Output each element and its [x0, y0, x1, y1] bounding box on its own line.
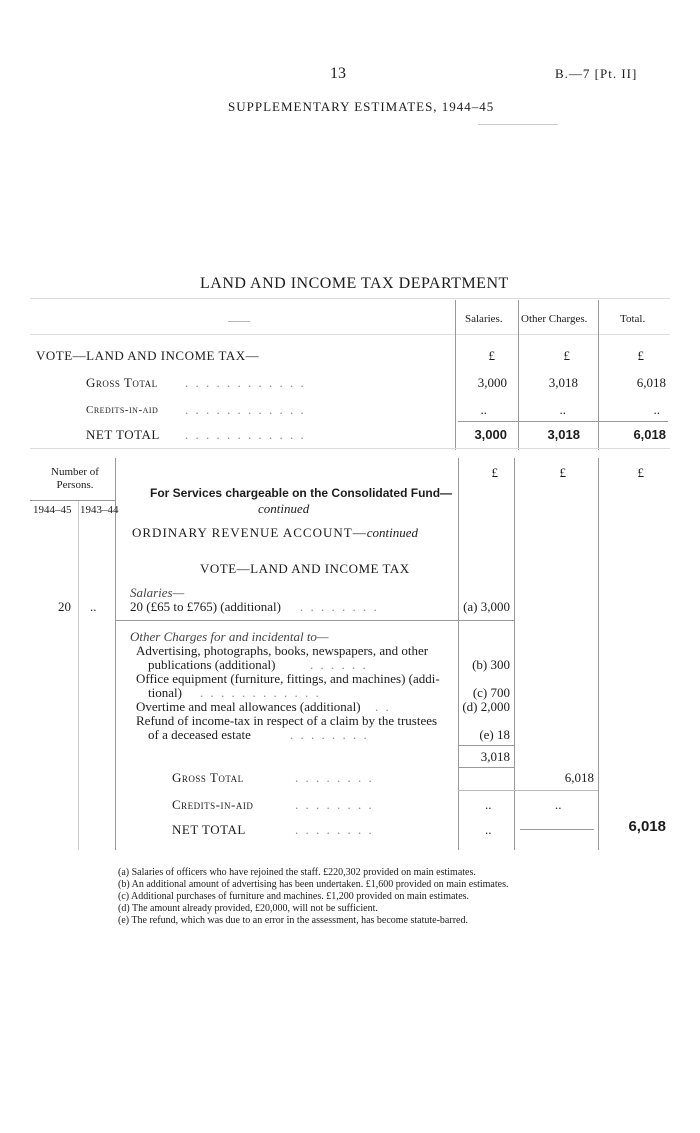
detail-col-line-1	[458, 458, 459, 850]
detail-persons-header: Number of Persons.	[51, 466, 99, 492]
detail-col-line-2	[514, 458, 515, 850]
detail-salary-amount: (a) 3,000	[463, 599, 510, 614]
detail-account-heading: ORDINARY REVENUE ACCOUNT—continued	[132, 525, 418, 540]
summary-net-other: 3,018	[547, 427, 580, 442]
detail-net-label: NET TOTAL	[172, 822, 246, 837]
summary-net-salaries: 3,000	[474, 427, 507, 442]
summary-col-salaries: Salaries.	[465, 313, 503, 325]
detail-net-value: 6,018	[628, 818, 666, 835]
detail-other-subtotal: 3,018	[480, 749, 510, 764]
summary-net-rule	[458, 421, 668, 422]
document-reference: B.—7 [Pt. II]	[555, 66, 638, 81]
summary-credits-salaries: ..	[480, 402, 487, 417]
footnote-a: (a) Salaries of officers who have rejoined the staff. £220,302 provided on main estimates.	[118, 867, 476, 878]
footnote-d: (d) The amount already provided, £20,000, will not be sufficient.	[118, 903, 378, 914]
detail-other-item-3-line-1: Overtime and meal allowances (additional)	[136, 699, 361, 714]
detail-other-item-4-line-2: of a deceased estate	[148, 727, 251, 742]
summary-credits-leader: . . . . . . . . . . . .	[185, 402, 306, 417]
detail-gross-value: 6,018	[564, 770, 594, 785]
detail-credits-other: ..	[555, 797, 562, 812]
detail-other-item-4-leader: . . . . . . . .	[290, 727, 369, 742]
detail-credits-leader: . . . . . . . .	[295, 797, 374, 812]
detail-net-dash	[520, 829, 594, 830]
summary-col-other-charges: Other Charges.	[521, 313, 588, 325]
detail-col-line-3	[598, 458, 599, 850]
department-heading: LAND AND INCOME TAX DEPARTMENT	[200, 275, 509, 292]
detail-credits-label: Credits-in-aid	[172, 797, 254, 812]
summary-currency-total: £	[637, 348, 644, 363]
detail-other-item-3-leader: . .	[375, 699, 391, 714]
detail-currency-total: £	[637, 465, 644, 480]
detail-subtotal-rule	[458, 745, 514, 746]
summary-gross-salaries: 3,000	[477, 375, 507, 390]
detail-services-heading: For Services chargeable on the Consolidated Fund—	[150, 486, 453, 500]
detail-gross-rule	[458, 790, 598, 791]
detail-year-current: 1944–45	[33, 504, 72, 516]
detail-year-previous: 1943–44	[80, 504, 119, 516]
detail-salary-persons-prev: ..	[90, 599, 97, 614]
detail-col-line-years	[78, 500, 79, 850]
detail-salaries-heading: Salaries—	[130, 585, 185, 600]
detail-other-item-3-amount: (d) 2,000	[462, 699, 510, 714]
detail-subtotal-rule-2	[458, 767, 514, 768]
detail-salary-leader: . . . . . . . .	[300, 599, 379, 614]
detail-net-leader: . . . . . . . .	[295, 822, 374, 837]
detail-credits-salaries: ..	[485, 797, 492, 812]
summary-header-rule	[30, 334, 670, 335]
summary-gross-label: Gross Total	[86, 375, 158, 390]
detail-salary-rule	[115, 620, 515, 621]
page-title: SUPPLEMENTARY ESTIMATES, 1944–45	[228, 99, 495, 114]
summary-credits-total: ..	[653, 402, 660, 417]
summary-currency-other: £	[563, 348, 570, 363]
detail-other-heading: Other Charges for and incidental to—	[130, 629, 329, 644]
summary-currency-salaries: £	[488, 348, 495, 363]
detail-net-other: ..	[485, 822, 492, 837]
summary-net-label: NET TOTAL	[86, 427, 160, 442]
header-rule	[478, 124, 558, 125]
detail-currency-salaries: £	[491, 465, 498, 480]
footnote-e: (e) The refund, which was due to an error in the assessment, has become statute-barred.	[118, 915, 468, 926]
detail-other-item-2-line-1: Office equipment (furniture, fittings, and machines) (addi-	[136, 671, 440, 686]
summary-net-leader: . . . . . . . . . . . .	[185, 427, 306, 442]
summary-gross-other: 3,018	[548, 375, 578, 390]
detail-other-item-1-line-2: publications (additional)	[148, 657, 276, 672]
detail-other-item-1-leader: . . . . . .	[310, 657, 368, 672]
detail-vote-heading: VOTE—LAND AND INCOME TAX	[200, 561, 410, 576]
detail-salary-item: 20 (£65 to £765) (additional)	[130, 599, 281, 614]
page-number: 13	[330, 65, 346, 82]
summary-top-rule	[30, 298, 670, 299]
detail-services-continued: continued	[258, 501, 310, 516]
summary-credits-other: ..	[559, 402, 566, 417]
detail-other-item-1-line-1: Advertising, photographs, books, newspapers, and other	[136, 643, 429, 658]
footnote-b: (b) An additional amount of advertising has been undertaken. £1,600 provided on main estimates.	[118, 879, 509, 890]
summary-bottom-rule	[30, 448, 670, 449]
detail-other-item-2-leader: . . . . . . . . . . . .	[200, 685, 321, 700]
detail-persons-rule	[30, 500, 115, 501]
summary-credits-label: Credits-in-aid	[86, 404, 159, 416]
footnote-c: (c) Additional purchases of furniture and machines. £1,200 provided on main estimates.	[118, 891, 470, 902]
detail-col-line-persons	[115, 458, 116, 850]
detail-other-item-2-amount: (c) 700	[472, 685, 510, 700]
summary-dash: ——	[228, 315, 250, 327]
detail-other-item-1-amount: (b) 300	[472, 657, 510, 672]
summary-vote-label: VOTE—LAND AND INCOME TAX—	[36, 348, 260, 363]
detail-other-item-4-line-1: Refund of income-tax in respect of a claim by the trustees	[136, 713, 438, 728]
detail-other-item-2-line-2: tional)	[148, 685, 182, 700]
detail-gross-label: Gross Total	[172, 770, 244, 785]
summary-net-total: 6,018	[633, 427, 666, 442]
summary-gross-total: 6,018	[636, 375, 666, 390]
detail-other-item-4-amount: (e) 18	[479, 727, 510, 742]
detail-currency-other: £	[559, 465, 566, 480]
summary-col-total: Total.	[620, 313, 646, 325]
detail-salary-persons: 20	[58, 599, 71, 614]
detail-gross-leader: . . . . . . . .	[295, 770, 374, 785]
summary-gross-leader: . . . . . . . . . . . .	[185, 375, 306, 390]
